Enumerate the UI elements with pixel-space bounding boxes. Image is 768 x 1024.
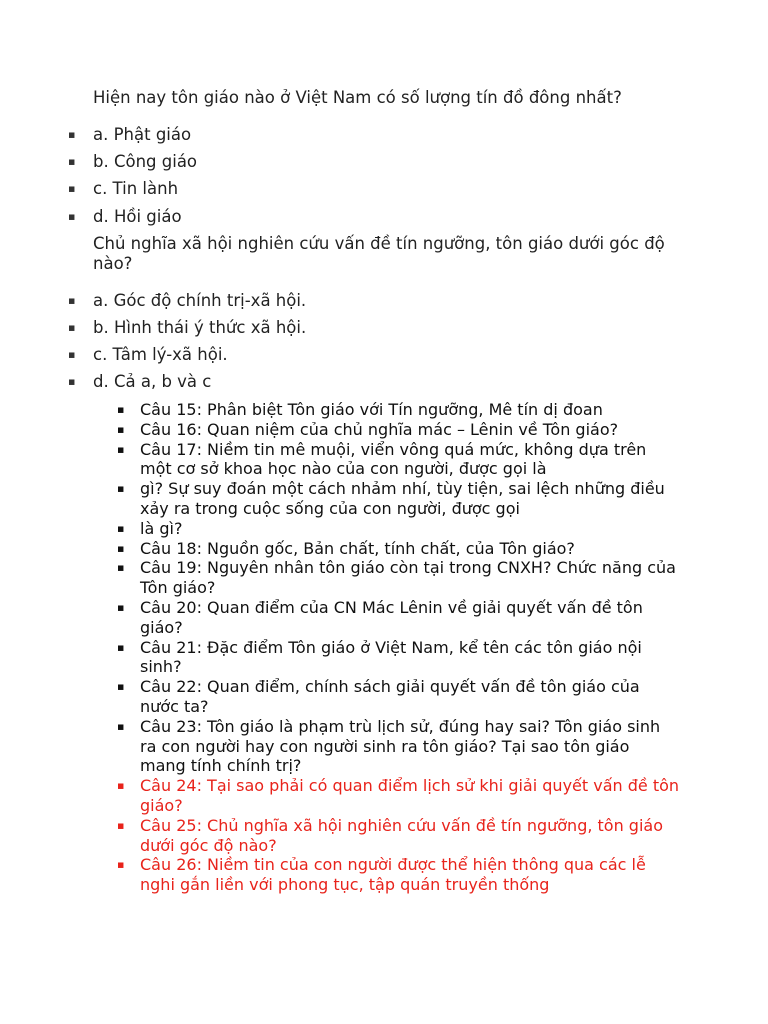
question-item: ▪ là gì?	[140, 519, 680, 539]
question-item: ▪ Câu 22: Quan điểm, chính sách giải quyết vấn đề tôn giáo của nước ta?	[140, 677, 680, 717]
option-item: ▪ c. Tin lành	[93, 179, 178, 199]
question-item: ▪ Câu 17: Niềm tin mê muội, viển vông quá mức, không dựa trên một cơ sở khoa học nào của con người, được gọi là	[140, 440, 680, 480]
question-2-text: Chủ nghĩa xã hội nghiên cứu vấn đề tín ngưỡng, tôn giáo dưới góc độ nào?	[93, 234, 665, 273]
question-item: ▪ Câu 23: Tôn giáo là phạm trù lịch sử, đúng hay sai? Tôn giáo sinh ra con người hay con người sinh ra tôn giáo? Tại sao tôn giáo mang tính chính trị?	[140, 717, 680, 776]
question-item: ▪ Câu 18: Nguồn gốc, Bản chất, tính chất, của Tôn giáo?	[140, 539, 680, 559]
option-item: ▪ a. Góc độ chính trị-xã hội.	[93, 291, 306, 311]
option-item: ▪ d. Cả a, b và c	[93, 372, 211, 392]
question-item: ▪ Câu 25: Chủ nghĩa xã hội nghiên cứu vấn đề tín ngưỡng, tôn giáo dưới góc độ nào?	[140, 816, 680, 856]
option-item: ▪ b. Công giáo	[93, 152, 197, 172]
question-item: ▪ gì? Sự suy đoán một cách nhảm nhí, tùy tiện, sai lệch những điều xảy ra trong cuộc sống của con người, được gọi	[140, 479, 680, 519]
question-1-text: Hiện nay tôn giáo nào ở Việt Nam có số lượng tín đồ đông nhất?	[93, 88, 622, 107]
option-item: ▪ c. Tâm lý-xã hội.	[93, 345, 228, 365]
question-item: ▪ Câu 26: Niềm tin của con người được thể hiện thông qua các lễ nghi gắn liền với phong tục, tập quán truyền thống	[140, 855, 680, 895]
option-item: ▪ b. Hình thái ý thức xã hội.	[93, 318, 306, 338]
question-item: ▪ Câu 20: Quan điểm của CN Mác Lênin về giải quyết vấn đề tôn giáo?	[140, 598, 680, 638]
question-list	[140, 400, 680, 895]
question-item: ▪ Câu 15: Phân biệt Tôn giáo với Tín ngưỡng, Mê tín dị đoan	[140, 400, 680, 420]
question-item: ▪ Câu 21: Đặc điểm Tôn giáo ở Việt Nam, kể tên các tôn giáo nội sinh?	[140, 638, 680, 678]
option-item: ▪ d. Hồi giáo	[93, 207, 182, 227]
question-item: ▪ Câu 24: Tại sao phải có quan điểm lịch sử khi giải quyết vấn đề tôn giáo?	[140, 776, 680, 816]
question-item: ▪ Câu 16: Quan niệm của chủ nghĩa mác – Lênin về Tôn giáo?	[140, 420, 680, 440]
option-item: ▪ a. Phật giáo	[93, 125, 191, 145]
question-item: ▪ Câu 19: Nguyên nhân tôn giáo còn tại trong CNXH? Chức năng của Tôn giáo?	[140, 558, 680, 598]
